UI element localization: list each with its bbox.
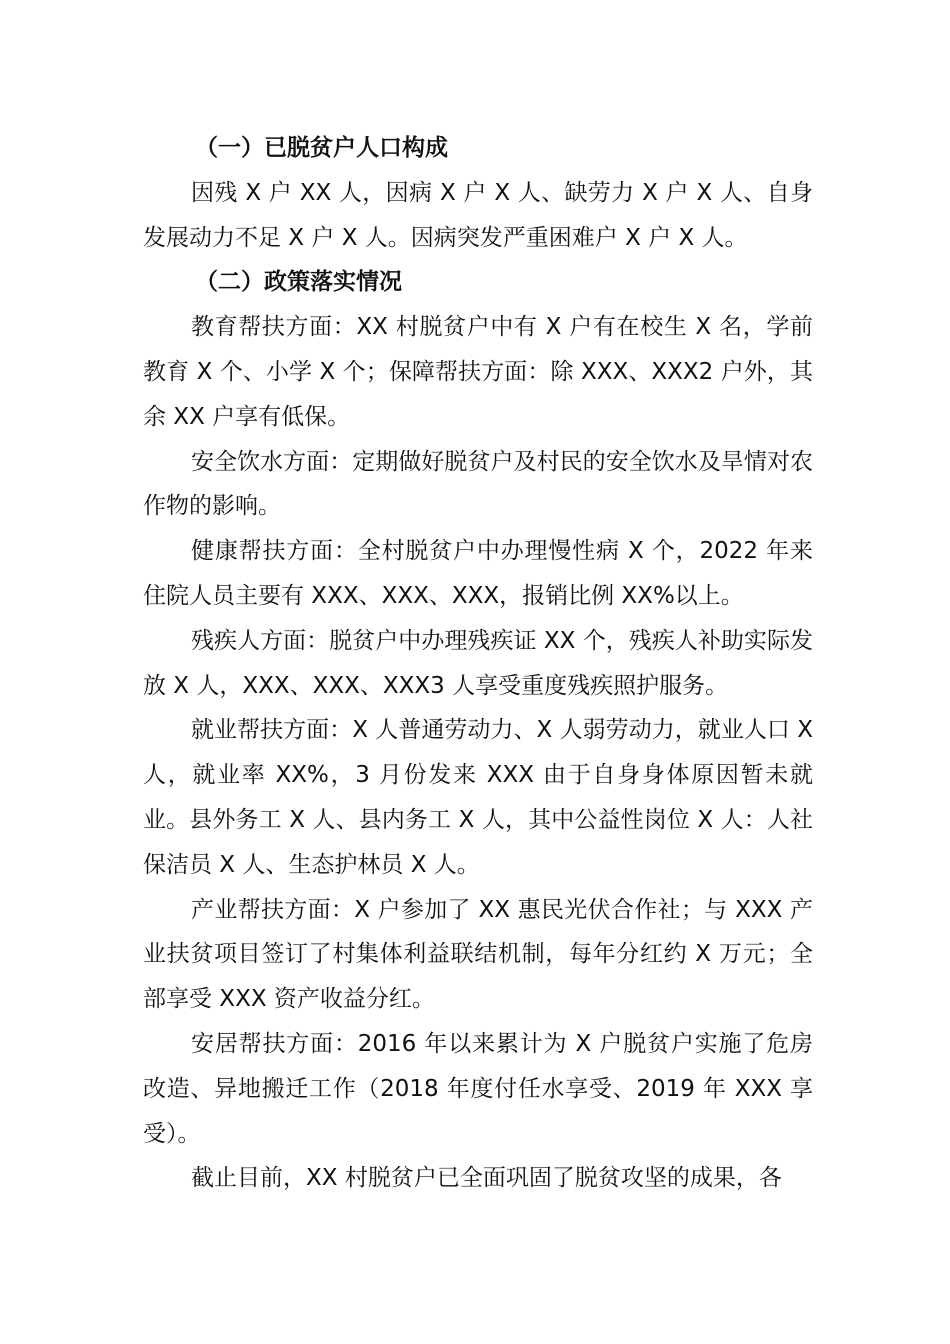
paragraph-disability: 残疾人方面：脱贫户中办理残疾证 XX 个，残疾人补助实际发放 X 人，XXX、XXX、XXX3 人享受重度残疾照护服务。 — [143, 627, 813, 699]
section-heading-population: （一）已脱贫户人口构成 — [195, 135, 448, 161]
paragraph-employment: 就业帮扶方面：X 人普通劳动力、X 人弱劳动力，就业人口 X 人，就业率 XX%，3 月份发来 XXX 由于自身身体原因暂未就业。县外务工 X 人、县内务工 X 人，其中公益性岗位 X 人：人社保洁员 X 人、生态护林员 X 人。 — [143, 717, 813, 878]
paragraph-education: 教育帮扶方面：XX 村脱贫户中有 X 户有在校生 X 名，学前教育 X 个、小学 X 个；保障帮扶方面：除 XXX、XXX2 户外，其余 XX 户享有低保。 — [143, 314, 813, 430]
paragraph-population: 因残 X 户 XX 人，因病 X 户 X 人、缺劳力 X 户 X 人、自身发展动力不足 X 户 X 人。因病突发严重困难户 X 户 X 人。 — [143, 179, 813, 251]
paragraph-industry: 产业帮扶方面：X 户参加了 XX 惠民光伏合作社；与 XXX 产业扶贫项目签订了村集体利益联结机制，每年分红约 X 万元；全部享受 XXX 资产收益分红。 — [143, 896, 813, 1013]
paragraph-health: 健康帮扶方面：全村脱贫户中办理慢性病 X 个，2022 年来住院人员主要有 XXX、XXX、XXX，报销比例 XX%以上。 — [143, 538, 813, 609]
section-heading-policy: （二）政策落实情况 — [195, 269, 402, 296]
paragraph-summary: 截止目前，XX 村脱贫户已全面巩固了脱贫攻坚的成果，各 — [191, 1165, 782, 1192]
paragraph-housing: 安居帮扶方面：2016 年以来累计为 X 户脱贫户实施了危房改造、异地搬迁工作（2018 年度付任水享受、2019 年 XXX 享受）。 — [143, 1030, 813, 1147]
document-page — [143, 126, 813, 1201]
paragraph-water: 安全饮水方面：定期做好脱贫户及村民的安全饮水及旱情对农作物的影响。 — [143, 448, 813, 520]
